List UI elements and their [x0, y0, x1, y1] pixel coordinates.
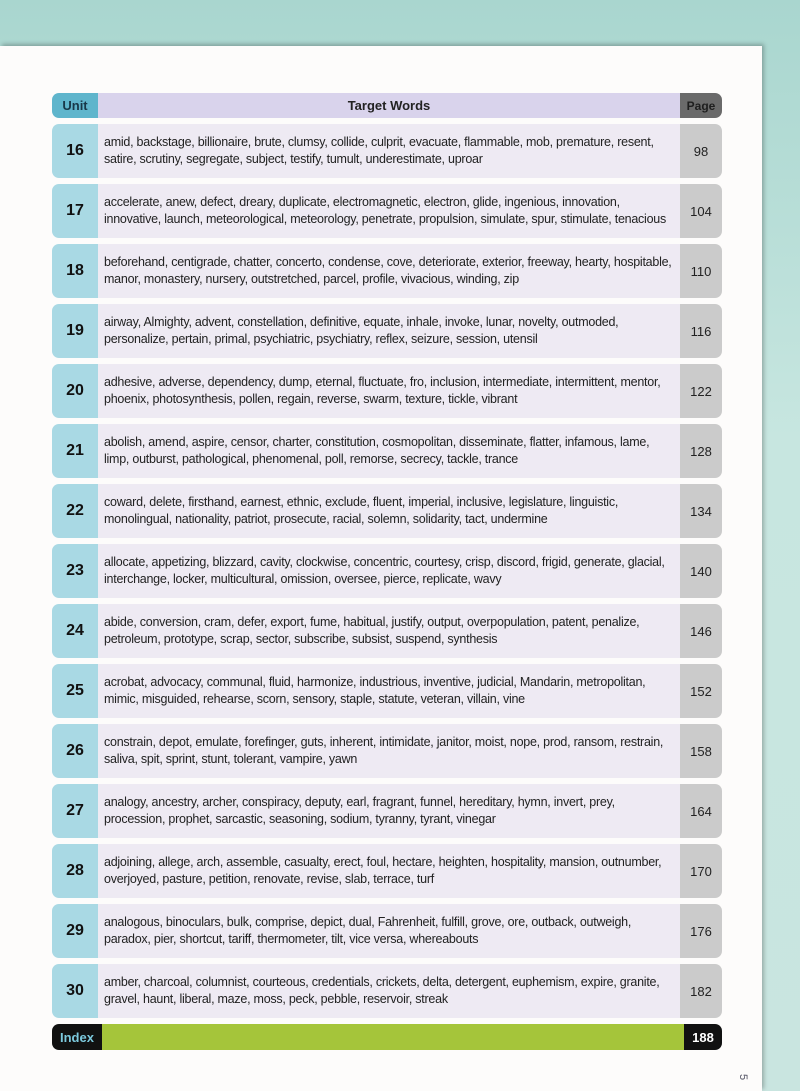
table-row[interactable]: [52, 184, 722, 238]
target-words: amber, charcoal, columnist, courteous, credentials, crickets, delta, detergent, euphemism, expire, granite, gravel, haunt, liberal, maze, moss, peck, pebble, reservoir, streak: [98, 964, 680, 1018]
unit-number: 22: [52, 484, 98, 538]
page-number: 152: [680, 664, 722, 718]
table-row[interactable]: [52, 784, 722, 838]
table-row[interactable]: [52, 664, 722, 718]
target-words: allocate, appetizing, blizzard, cavity, clockwise, concentric, courtesy, crisp, discord, frigid, generate, glacial, interchange, locker, multicultural, omission, oversee, pierce, replicate, wavy: [98, 544, 680, 598]
contents-table: [52, 93, 722, 1050]
unit-number: 24: [52, 604, 98, 658]
page-number: 128: [680, 424, 722, 478]
page-number: 176: [680, 904, 722, 958]
index-bar-fill: [102, 1024, 684, 1050]
target-words: analogous, binoculars, bulk, comprise, depict, dual, Fahrenheit, fulfill, grove, ore, outback, outweigh, paradox, pier, shortcut, tariff, thermometer, tilt, vice versa, whereabouts: [98, 904, 680, 958]
target-words: beforehand, centigrade, chatter, concerto, condense, cove, deteriorate, exterior, freeway, hearty, hospitable, manor, monastery, nursery, outstretched, parcel, profile, vivacious, winding, zip: [98, 244, 680, 298]
unit-number: 26: [52, 724, 98, 778]
unit-number: 23: [52, 544, 98, 598]
table-row[interactable]: [52, 244, 722, 298]
index-label: Index: [52, 1024, 102, 1050]
page-number: 182: [680, 964, 722, 1018]
unit-number: 17: [52, 184, 98, 238]
page-number: 98: [680, 124, 722, 178]
target-words: adjoining, allege, arch, assemble, casualty, erect, foul, hectare, heighten, hospitality, mansion, outnumber, overjoyed, pasture, petition, renovate, revise, slab, terrace, turf: [98, 844, 680, 898]
table-row[interactable]: [52, 544, 722, 598]
unit-number: 27: [52, 784, 98, 838]
page-number: 122: [680, 364, 722, 418]
header-target-words: Target Words: [98, 93, 680, 118]
book-page: [0, 46, 762, 1091]
unit-number: 19: [52, 304, 98, 358]
target-words: abide, conversion, cram, defer, export, fume, habitual, justify, output, overpopulation, patent, penalize, petroleum, prototype, scrap, sector, subscribe, subsist, suspend, synthesis: [98, 604, 680, 658]
index-row[interactable]: [52, 1024, 722, 1050]
page-number: 158: [680, 724, 722, 778]
table-row[interactable]: [52, 964, 722, 1018]
page-number: 146: [680, 604, 722, 658]
unit-number: 16: [52, 124, 98, 178]
page-number: 170: [680, 844, 722, 898]
header-page: Page: [680, 93, 722, 118]
table-row[interactable]: [52, 604, 722, 658]
index-page: 188: [684, 1024, 722, 1050]
target-words: analogy, ancestry, archer, conspiracy, deputy, earl, fragrant, funnel, hereditary, hymn, invert, prey, procession, prophet, sarcastic, seasoning, sodium, tyranny, tyrant, vinegar: [98, 784, 680, 838]
header-unit: Unit: [52, 93, 98, 118]
page-edge-number: 5: [736, 1073, 749, 1081]
table-row[interactable]: [52, 364, 722, 418]
unit-number: 28: [52, 844, 98, 898]
table-body: [52, 124, 722, 1018]
target-words: airway, Almighty, advent, constellation, definitive, equate, inhale, invoke, lunar, novelty, outmoded, personalize, pertain, primal, psychiatric, psychiatry, reflex, seizure, session, utensil: [98, 304, 680, 358]
table-row[interactable]: [52, 304, 722, 358]
unit-number: 29: [52, 904, 98, 958]
target-words: coward, delete, firsthand, earnest, ethnic, exclude, fluent, imperial, inclusive, legislature, linguistic, monolingual, nationality, patriot, prosecute, racial, solemn, solidarity, tact, undermine: [98, 484, 680, 538]
table-row[interactable]: [52, 124, 722, 178]
target-words: accelerate, anew, defect, dreary, duplicate, electromagnetic, electron, glide, ingenious, innovation, innovative, launch, meteorological, meteorology, penetrate, propulsion, simulate, spur, stimulate, tenacious: [98, 184, 680, 238]
page-number: 140: [680, 544, 722, 598]
table-row[interactable]: [52, 424, 722, 478]
table-row[interactable]: [52, 844, 722, 898]
target-words: amid, backstage, billionaire, brute, clumsy, collide, culprit, evacuate, flammable, mob, premature, resent, satire, scrutiny, segregate, subject, testify, tumult, underestimate, uproar: [98, 124, 680, 178]
unit-number: 18: [52, 244, 98, 298]
table-header: [52, 93, 722, 118]
target-words: constrain, depot, emulate, forefinger, guts, inherent, intimidate, janitor, moist, nope, prod, ransom, restrain, saliva, spit, sprint, stunt, tolerant, vampire, yawn: [98, 724, 680, 778]
table-row[interactable]: [52, 484, 722, 538]
table-row[interactable]: [52, 904, 722, 958]
target-words: adhesive, adverse, dependency, dump, eternal, fluctuate, fro, inclusion, intermediate, intermittent, mentor, phoenix, photosynthesis, pollen, regain, reverse, swarm, texture, tickle, vibrant: [98, 364, 680, 418]
page-number: 134: [680, 484, 722, 538]
unit-number: 20: [52, 364, 98, 418]
page-number: 116: [680, 304, 722, 358]
table-row[interactable]: [52, 724, 722, 778]
page-number: 104: [680, 184, 722, 238]
unit-number: 30: [52, 964, 98, 1018]
target-words: abolish, amend, aspire, censor, charter, constitution, cosmopolitan, disseminate, flatter, infamous, lame, limp, outburst, pathological, phenomenal, poll, remorse, secrecy, tackle, trance: [98, 424, 680, 478]
page-number: 110: [680, 244, 722, 298]
target-words: acrobat, advocacy, communal, fluid, harmonize, industrious, inventive, judicial, Mandarin, metropolitan, mimic, misguided, rehearse, scorn, sensory, staple, statute, veteran, villain, vine: [98, 664, 680, 718]
unit-number: 21: [52, 424, 98, 478]
page-number: 164: [680, 784, 722, 838]
unit-number: 25: [52, 664, 98, 718]
